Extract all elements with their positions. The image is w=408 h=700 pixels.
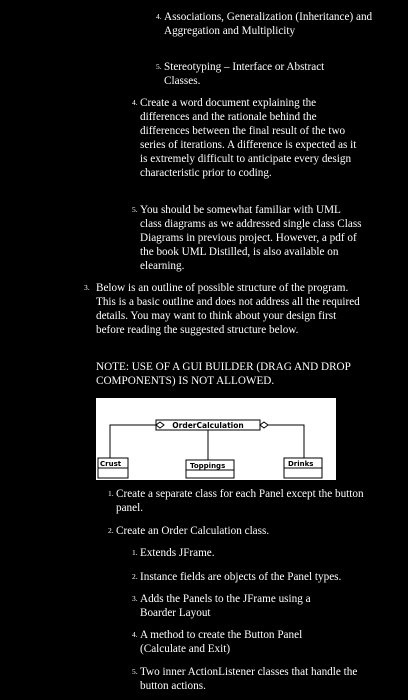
list-number: 4.	[132, 630, 138, 639]
list-item	[132, 592, 342, 620]
list-text: Stereotyping – Interface or Abstract Classes.	[164, 61, 325, 87]
left-connector	[110, 425, 156, 458]
list-number: 4.	[132, 98, 138, 107]
list-item	[156, 60, 356, 88]
list-number: 1.	[108, 489, 114, 498]
note-label: NOTE: USE OF A GUI BUILDER (DRAG AND DROP COMPONENTS) IS NOT ALLOWED.	[96, 361, 351, 387]
list-item	[84, 281, 364, 337]
list-text: Create an Order Calculation class.	[116, 525, 270, 537]
list-item	[132, 628, 342, 656]
list-text: Instance fields are objects of the Panel types.	[140, 571, 342, 583]
toppings-class-name: Toppings	[190, 462, 226, 470]
list-number: 5.	[132, 205, 138, 214]
list-item	[156, 10, 376, 38]
class-diagram	[96, 398, 336, 480]
list-item	[132, 546, 364, 560]
list-text: You should be somewhat familiar with UML class diagrams as we addressed single class Class Diagrams in previous project. However, a pdf of the book UML Distilled, is also available on elearning.	[140, 204, 362, 272]
list-number: 1.	[132, 548, 138, 557]
crust-class-name: Crust	[100, 460, 122, 468]
note-text	[96, 360, 364, 388]
list-text: Create a word document explaining the differences and the rationale behind the differences between the final result of the two series of iterations. A difference is expected as it is extremely difficult to anticipate every design characteristic prior to coding.	[140, 97, 357, 179]
list-item	[132, 96, 364, 180]
class-diagram-svg	[96, 398, 336, 480]
list-number: 5.	[132, 667, 138, 676]
right-aggregation-diamond	[260, 422, 268, 428]
list-text: Extends JFrame.	[140, 547, 215, 559]
list-text: Below is an outline of possible structure of the program. This is a basic outline and does not address all the required details. You may want to think about your design first before reading the suggested structure below.	[96, 282, 360, 336]
list-number: 2.	[132, 572, 138, 581]
list-number: 2.	[108, 526, 114, 535]
right-connector	[268, 425, 304, 458]
list-number: 4.	[156, 12, 162, 21]
list-text: Create a separate class for each Panel except the button panel.	[116, 488, 364, 514]
list-text: Associations, Generalization (Inheritance) and Aggregation and Multiplicity	[164, 11, 373, 37]
list-number: 3.	[84, 283, 90, 292]
list-text: Adds the Panels to the JFrame using a Boarder Layout	[140, 593, 311, 619]
list-item	[132, 570, 364, 584]
list-text: Two inner ActionListener classes that handle the button actions.	[140, 666, 358, 692]
list-number: 3.	[132, 594, 138, 603]
list-item	[108, 524, 364, 538]
list-item	[132, 203, 364, 273]
list-item	[132, 665, 372, 693]
drinks-class-name: Drinks	[288, 460, 314, 468]
list-text: A method to create the Button Panel (Calculate and Exit)	[140, 629, 303, 655]
list-number: 5.	[156, 62, 162, 71]
main-class-name: OrderCalculation	[172, 421, 244, 430]
list-item	[108, 487, 364, 515]
